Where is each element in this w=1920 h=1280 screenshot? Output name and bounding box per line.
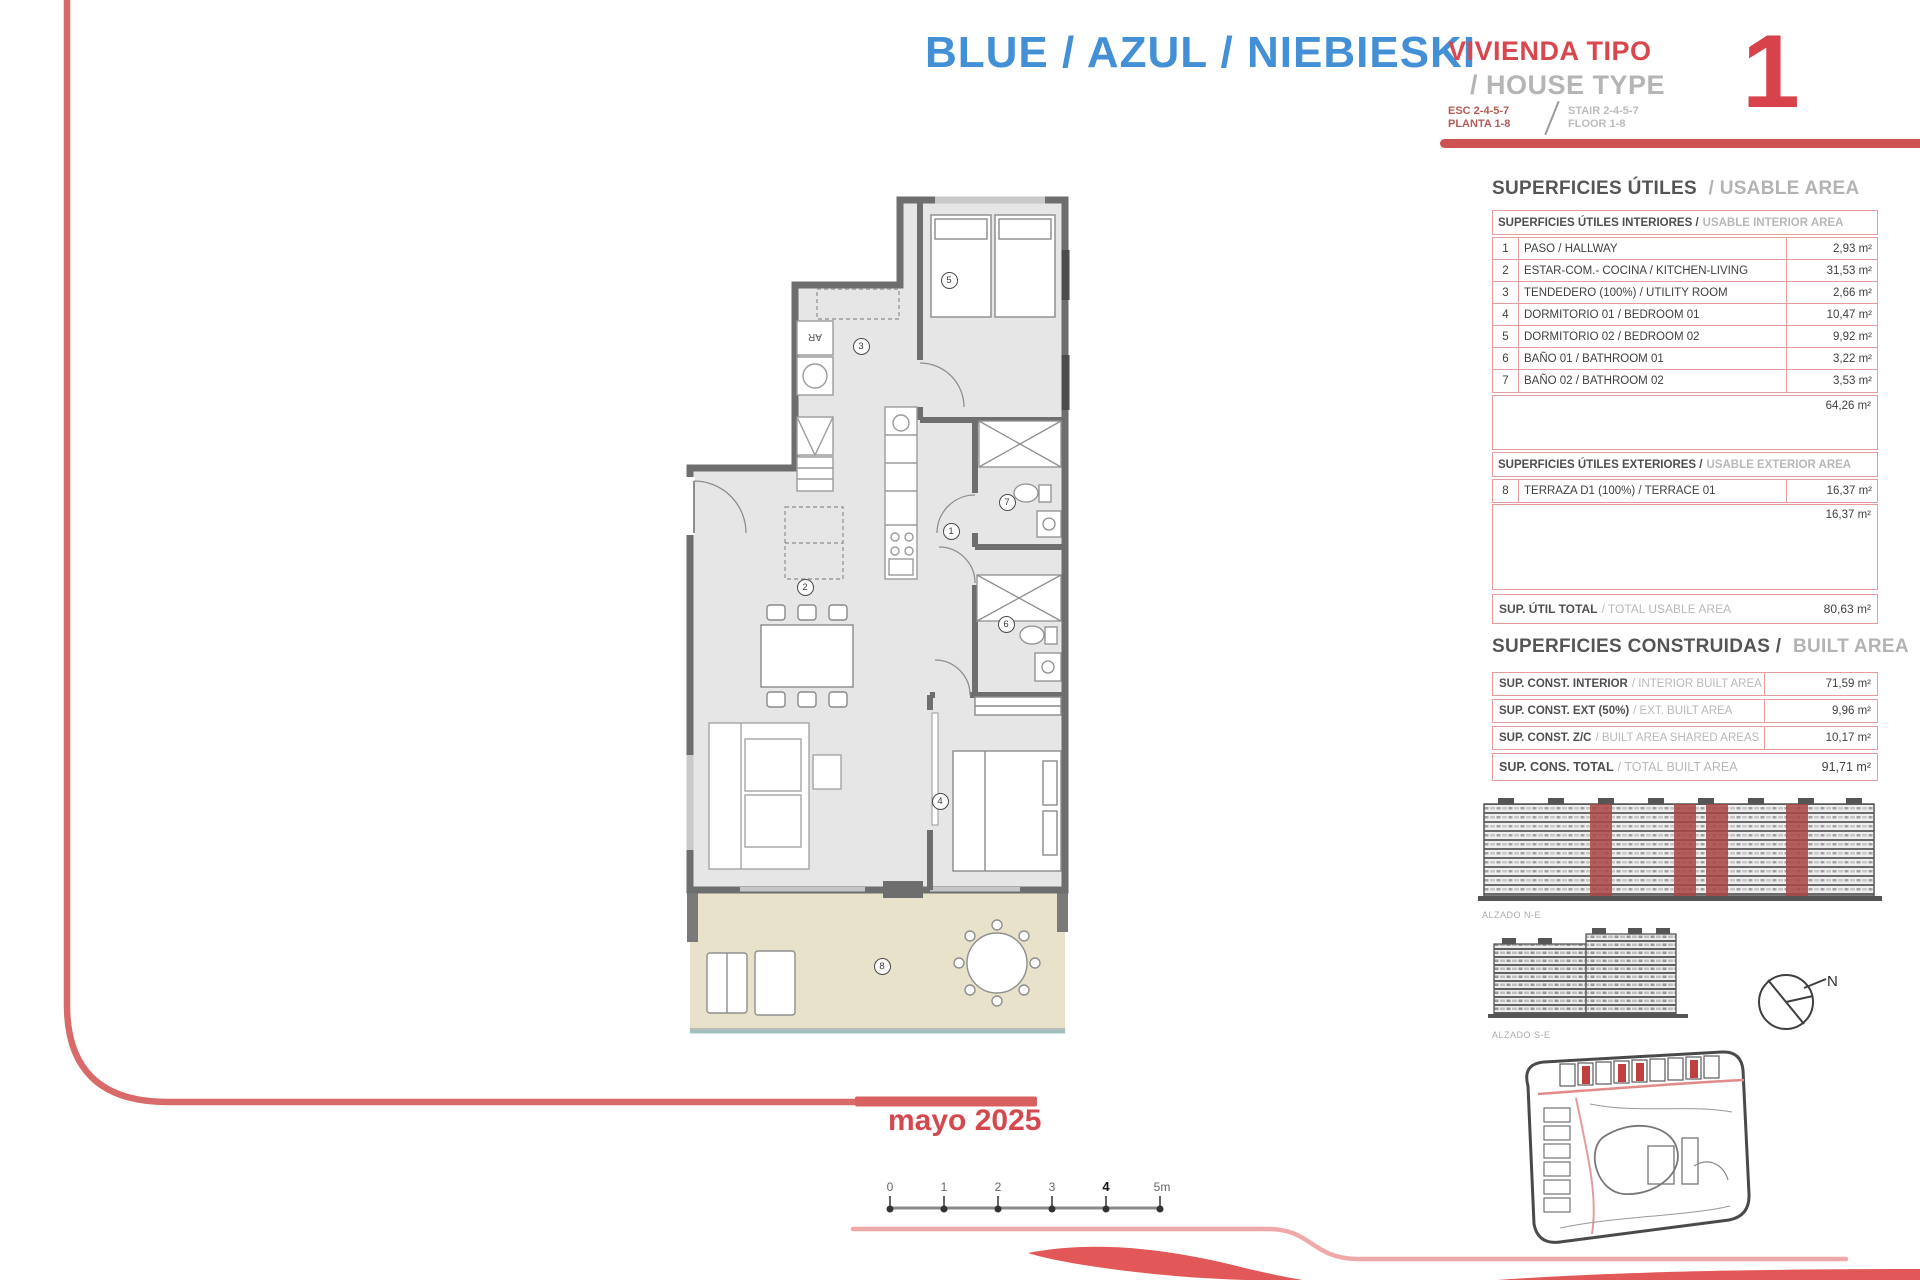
- room-number-3: 3: [853, 338, 870, 355]
- room-number-1: 1: [943, 523, 960, 540]
- table-row: 5 DORMITORIO 02 / BEDROOM 02 9,92 m²: [1493, 326, 1877, 348]
- stair-floor-en: [1568, 105, 1639, 131]
- room-number-7: 7: [999, 494, 1016, 511]
- red-rule-top: [1440, 139, 1920, 148]
- house-type-title-en: / HOUSE TYPE: [1470, 70, 1666, 100]
- site-plan: [1498, 1046, 1756, 1246]
- scale-tick-5: 5m: [1153, 1180, 1171, 1194]
- usable-total-row: SUP. ÚTIL TOTAL / TOTAL USABLE AREA 80,63 m²: [1492, 594, 1878, 624]
- washer-label: AR: [808, 331, 822, 342]
- scale-tick-4: 4: [1102, 1179, 1110, 1194]
- built-row: SUP. CONST. INTERIOR / INTERIOR BUILT AREA 71,59 m²: [1492, 672, 1878, 696]
- room-number-5: 5: [941, 272, 958, 289]
- date-label: mayo 2025: [888, 1104, 1042, 1137]
- scale-tick-0: 0: [886, 1180, 894, 1194]
- room-number-8: 8: [874, 958, 891, 975]
- room-number-6: 6: [998, 616, 1015, 633]
- house-type-number: 1: [1742, 14, 1800, 130]
- house-type-title-es: VIVIENDA TIPO: [1448, 36, 1652, 66]
- table-row: 3 TENDEDERO (100%) / UTILITY ROOM 2,66 m²: [1493, 282, 1877, 304]
- room-number-2: 2: [797, 579, 814, 596]
- floor-label: FLOOR 1-8: [1568, 118, 1626, 130]
- built-row: SUP. CONST. Z/C / BUILT AREA SHARED AREAS 10,17 m²: [1492, 726, 1878, 750]
- elevation-2-caption: ALZADO S-E: [1492, 1030, 1551, 1040]
- stair-label: STAIR 2-4-5-7: [1568, 105, 1639, 117]
- elevation-1-caption: ALZADO N-E: [1482, 910, 1542, 920]
- built-row: SUP. CONST. EXT (50%) / EXT. BUILT AREA 9,96 m²: [1492, 699, 1878, 723]
- built-area-heading: SUPERFICIES CONSTRUIDAS / BUILT AREA: [1492, 636, 1909, 657]
- interior-total-box: 64,26 m²: [1492, 395, 1878, 450]
- interior-table-header: SUPERFICIES ÚTILES INTERIORES / USABLE INTERIOR AREA: [1492, 210, 1878, 235]
- exterior-total-box: 16,37 m²: [1492, 504, 1878, 590]
- elevation-drawing-2: [1488, 924, 1693, 1024]
- north-label: N: [1827, 973, 1838, 990]
- stair-floor-es: [1448, 105, 1510, 131]
- scale-tick-2: 2: [994, 1180, 1002, 1194]
- page-title: BLUE / AZUL / NIEBIESKI: [925, 28, 1477, 77]
- table-row: 2 ESTAR-COM.- COCINA / KITCHEN-LIVING 31,53 m²: [1493, 260, 1877, 282]
- esc-label: ESC 2-4-5-7: [1448, 105, 1510, 117]
- table-row: 7 BAÑO 02 / BATHROOM 02 3,53 m²: [1493, 370, 1877, 392]
- table-row: 4 DORMITORIO 01 / BEDROOM 01 10,47 m²: [1493, 304, 1877, 326]
- scale-bar: [878, 1178, 1178, 1224]
- table-row: 6 BAÑO 01 / BATHROOM 01 3,22 m²: [1493, 348, 1877, 370]
- built-total-row: SUP. CONS. TOTAL / TOTAL BUILT AREA 91,71 m²: [1492, 753, 1878, 781]
- floor-plan: [685, 195, 1070, 1040]
- table-row: 8 TERRAZA D1 (100%) / TERRACE 01 16,37 m²: [1493, 480, 1877, 502]
- exterior-table: [1492, 479, 1878, 503]
- room-number-4: 4: [932, 793, 949, 810]
- exterior-table-header: SUPERFICIES ÚTILES EXTERIORES / USABLE EXTERIOR AREA: [1492, 452, 1878, 477]
- elevation-drawing-1: [1478, 794, 1882, 906]
- table-row: 1 PASO / HALLWAY 2,93 m²: [1493, 238, 1877, 260]
- planta-label: PLANTA 1-8: [1448, 118, 1511, 130]
- scale-tick-1: 1: [940, 1180, 948, 1194]
- interior-table: [1492, 237, 1878, 393]
- north-compass: [1752, 962, 1844, 1036]
- usable-area-heading: SUPERFICIES ÚTILES / USABLE AREA: [1492, 178, 1860, 199]
- scale-tick-3: 3: [1048, 1180, 1056, 1194]
